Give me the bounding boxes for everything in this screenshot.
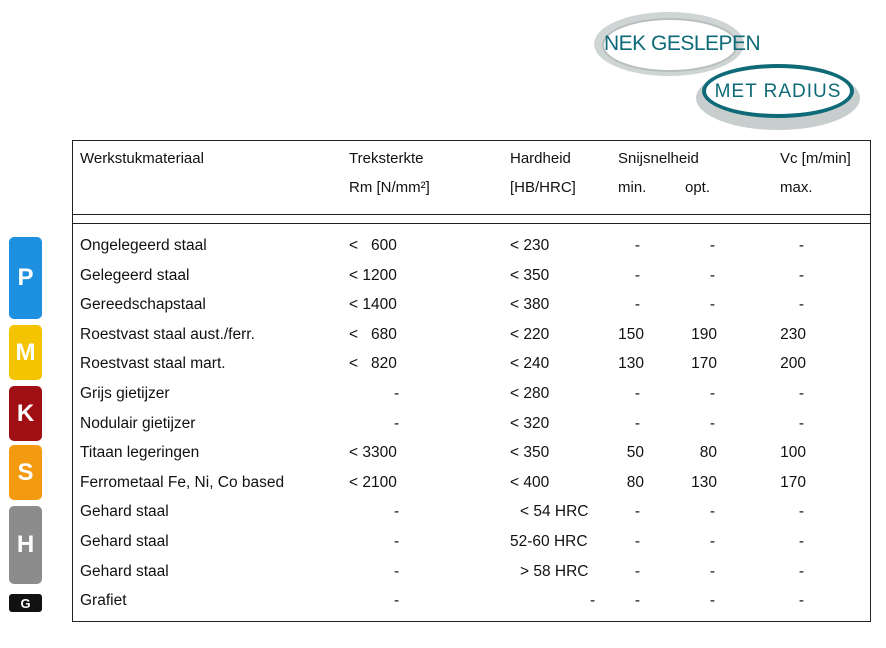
cell-max: - (798, 296, 804, 314)
cell-tensile: < 1400 (349, 296, 397, 314)
cell-min: - (634, 562, 640, 580)
cell-opt: - (709, 414, 715, 432)
cell-material: Gehard staal (80, 503, 169, 521)
logo (590, 10, 870, 130)
cell-min: - (634, 592, 640, 610)
tab-h: H (9, 506, 42, 584)
cell-hardness: < 400 (510, 473, 550, 491)
cell-max: - (798, 592, 804, 610)
cell-min: - (634, 385, 640, 402)
cell-tensile: - (394, 592, 400, 610)
cell-max: - (798, 503, 804, 521)
cell-hardness: < 380 (510, 296, 550, 314)
cell-opt: - (709, 266, 715, 284)
cell-hardness: < 320 (510, 414, 550, 432)
material-table (72, 140, 871, 622)
cell-material: Nodulair gietijzer (80, 414, 196, 432)
cell-opt: - (709, 562, 715, 580)
cell-min: 130 (618, 355, 644, 373)
cell-hardness: < 230 (510, 237, 550, 254)
header-rule-2 (73, 223, 870, 224)
cell-material: Gelegeerd staal (80, 266, 190, 284)
cell-material: Ferrometaal Fe, Ni, Co based (80, 473, 285, 491)
logo-badge-top-inner (602, 18, 761, 72)
cell-hardness: < 220 (510, 325, 550, 343)
cell-tensile: < 680 (349, 325, 397, 343)
cell-hardness: > 58 HRC (520, 562, 589, 580)
header-hardness: Hardheid (510, 150, 571, 167)
cell-max: - (798, 533, 804, 550)
cell-min: - (634, 296, 640, 314)
cell-opt: 170 (691, 355, 717, 373)
cell-max: - (798, 562, 804, 580)
cell-hardness: - (590, 592, 596, 610)
tab-s: S (9, 445, 42, 500)
cell-opt: - (709, 592, 715, 610)
logo-line2: MET RADIUS (714, 81, 842, 102)
cell-material: Titaan legeringen (80, 444, 200, 462)
header-max: max. (780, 179, 813, 196)
tab-m: M (9, 325, 42, 380)
cell-opt: 190 (691, 325, 717, 343)
cell-material: Grafiet (80, 592, 127, 610)
cell-hardness: < 240 (510, 355, 550, 373)
cell-tensile: - (394, 562, 400, 580)
cell-opt: - (709, 503, 715, 521)
cell-min: - (634, 266, 640, 284)
header-opt: opt. (685, 179, 711, 196)
cell-tensile: < 820 (349, 355, 397, 373)
cell-min: - (634, 533, 640, 550)
cell-max: - (798, 385, 804, 402)
cell-opt: - (709, 385, 715, 402)
cell-max: 170 (780, 473, 806, 491)
cell-material: Gereedschapstaal (80, 296, 206, 314)
header-material: Werkstukmateriaal (80, 150, 204, 167)
cell-max: - (798, 237, 804, 254)
cell-min: - (634, 237, 640, 254)
cell-tensile: - (394, 385, 400, 402)
header-min: min. (618, 179, 647, 196)
cell-material: Gehard staal (80, 562, 169, 580)
cell-tensile: < 1200 (349, 266, 397, 284)
header-speed: Snijsnelheid (618, 150, 699, 167)
cell-opt: - (709, 237, 715, 254)
cell-tensile: < 600 (349, 237, 397, 254)
cell-tensile: - (394, 533, 400, 550)
cell-tensile: < 3300 (349, 444, 397, 462)
header-vc: Vc [m/min] (780, 150, 851, 167)
cell-material: Ongelegeerd staal (80, 237, 207, 254)
cell-opt: 80 (699, 444, 717, 462)
cell-max: - (798, 414, 804, 432)
tab-g: G (9, 594, 42, 612)
cell-hardness: 52-60 HRC (510, 533, 588, 550)
cell-hardness: < 280 (510, 385, 550, 402)
cell-opt: 130 (691, 473, 717, 491)
cell-tensile: - (394, 503, 400, 521)
cell-max: 230 (780, 325, 806, 343)
cell-hardness: < 350 (510, 444, 550, 462)
cell-opt: - (709, 533, 715, 550)
cell-min: 150 (618, 325, 644, 343)
cell-max: - (798, 266, 804, 284)
cell-min: - (634, 503, 640, 521)
cell-material: Roestvast staal aust./ferr. (80, 325, 255, 343)
cell-max: 100 (780, 444, 806, 462)
header-tensile: Treksterkte (349, 150, 424, 167)
cell-tensile: - (394, 414, 400, 432)
logo-line1: NEK GESLEPEN (604, 32, 761, 55)
cell-min: - (634, 414, 640, 432)
cell-hardness: < 54 HRC (520, 503, 589, 521)
cell-material: Grijs gietijzer (80, 385, 170, 402)
cell-hardness: < 350 (510, 266, 550, 284)
cell-min: 50 (626, 444, 644, 462)
cell-material: Roestvast staal mart. (80, 355, 226, 373)
cell-max: 200 (780, 355, 806, 373)
tab-p: P (9, 237, 42, 319)
cell-tensile: < 2100 (349, 473, 397, 491)
header-rule-1 (73, 214, 870, 215)
logo-badge-bottom (702, 64, 854, 118)
header-hardness-unit: [HB/HRC] (510, 179, 576, 196)
cell-opt: - (709, 296, 715, 314)
header-tensile-unit: Rm [N/mm²] (349, 179, 430, 196)
tab-k: K (9, 386, 42, 441)
cell-material: Gehard staal (80, 533, 169, 550)
cell-min: 80 (626, 473, 644, 491)
